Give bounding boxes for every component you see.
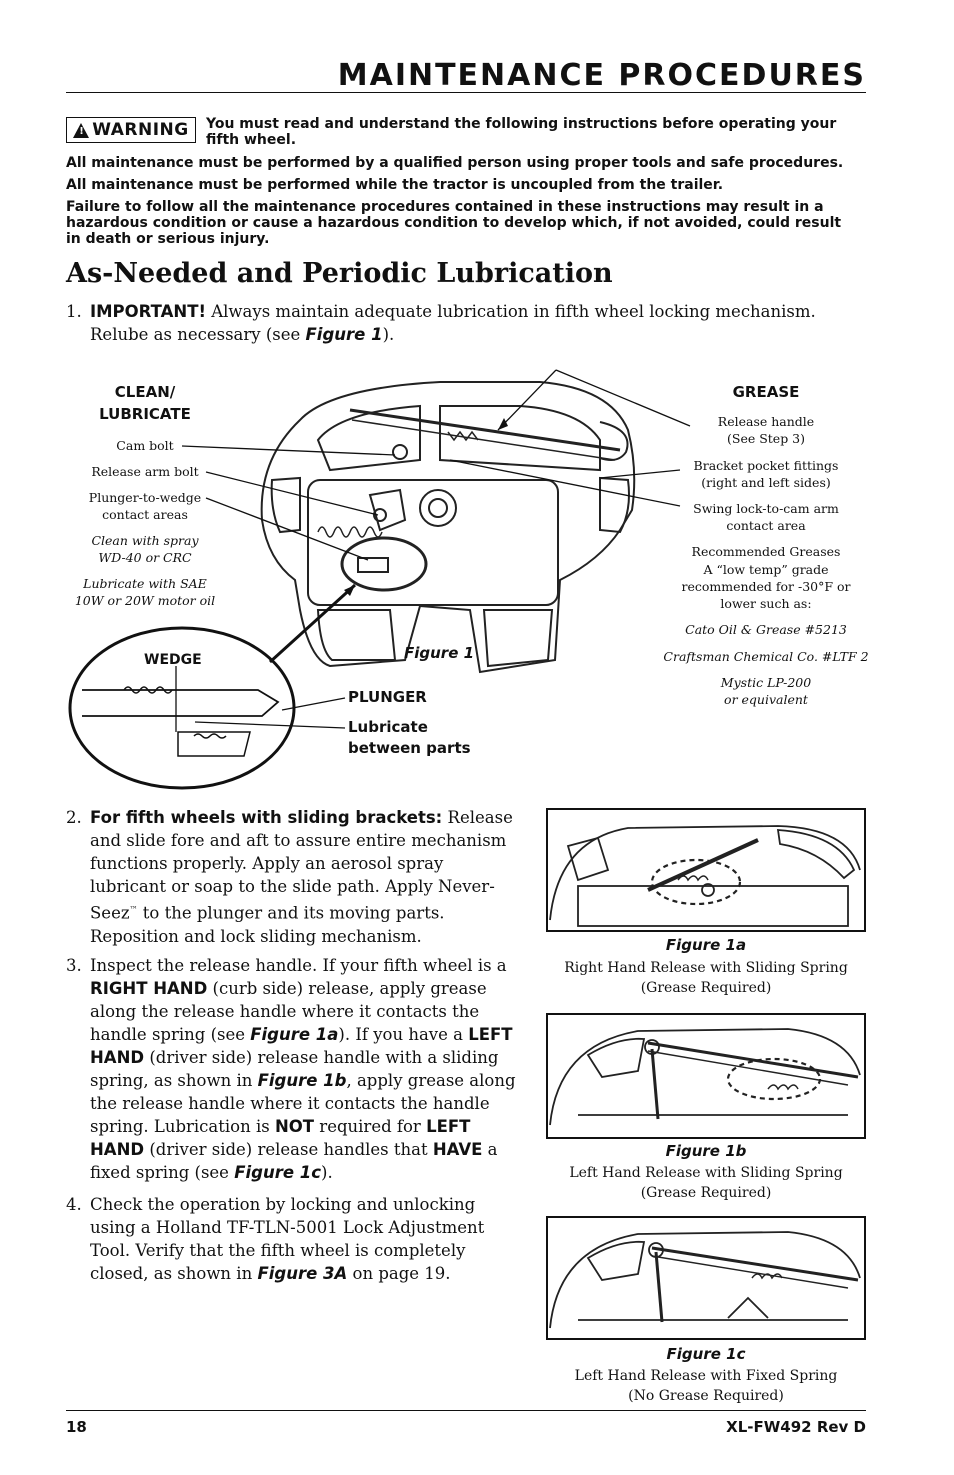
step-3-t9: ). (321, 1163, 333, 1182)
figure-1b-title: Figure 1b (665, 1142, 747, 1160)
step-3-b4: LEFT HAND (90, 1117, 471, 1159)
fig1-label-greases-2: A “low temp” grade (703, 562, 829, 577)
fig1-label-plunger: PLUNGER (348, 688, 427, 706)
fig1-label-bracket-1: Bracket pocket fittings (693, 458, 839, 473)
step-4-t2: on page 19. (347, 1264, 451, 1283)
fig1-label-cam-bolt: Cam bolt (116, 438, 174, 453)
figure-1b-image (546, 1013, 866, 1139)
fig1-label-clean-spray-2: WD-40 or CRC (98, 550, 192, 565)
fig1-label-release-handle-1: Release handle (717, 414, 815, 429)
warning-paragraph-2: All maintenance must be performed while the tractor is uncoupled from the trailer. (66, 177, 724, 193)
fig1-label-mystic-1: Mystic LP-200 (720, 675, 812, 690)
fig1-label-lube-between-2: between parts (348, 739, 471, 757)
step-1-body: Always maintain adequate lubrication in fifth wheel locking mechanism. Relube as necessary (see (90, 302, 816, 344)
figure-1a-line-2: (Grease Required) (640, 980, 772, 996)
figure-1b-line-2: (Grease Required) (640, 1185, 772, 1201)
warning-triangle-icon: ! (73, 123, 89, 138)
step-3-text (90, 954, 520, 1184)
warning-lead: You must read and understand the following instructions before operating your fifth wheel. (206, 116, 837, 148)
figure-1b-drawing (548, 1015, 864, 1137)
step-2-body-a: Release and slide fore and aft to assure entire mechanism functions properly. Apply an aerosol spray lubricant or soap to the slide path. Apply Never-Seez (90, 808, 513, 923)
fig1-label-wedge: WEDGE (144, 652, 202, 668)
page-number: 18 (66, 1418, 87, 1436)
step-2-heading: For fifth wheels with sliding brackets: (90, 808, 443, 827)
figure-1c-title: Figure 1c (666, 1345, 746, 1363)
step-1-tail: ). (382, 325, 395, 344)
fig1-label-mystic-2: or equivalent (724, 692, 808, 707)
fig1-label-release-handle-2: (See Step 3) (727, 431, 805, 446)
step-3-t5: , apply grease along the release handle where it contacts the handle spring. Lubrication is (90, 1071, 516, 1136)
step-3-t2: (curb side) release, apply grease along the release handle where it contacts the handle spring (see (90, 979, 487, 1044)
step-3-t6: required for (314, 1117, 427, 1136)
warning-paragraph-3: Failure to follow all the maintenance procedures contained in these instructions may result in a hazardous condition or cause a hazardous condition to develop which, if not avoided, could result in death or serious injury. (66, 199, 842, 247)
fig1-label-plunger-wedge-2: contact areas (102, 507, 188, 522)
step-4-f1: Figure 3A (257, 1264, 348, 1283)
step-4-number: 4. (66, 1195, 82, 1214)
footer-rule (66, 1410, 866, 1411)
step-3-number: 3. (66, 956, 82, 975)
step-1-important: IMPORTANT! (90, 302, 206, 321)
step-4-text (90, 1193, 520, 1285)
fig1-label-plunger-wedge-1: Plunger-to-wedge (88, 490, 202, 505)
fig1-label-clean-spray-1: Clean with spray (91, 533, 199, 548)
figure-1c-image (546, 1216, 866, 1340)
step-1-text (90, 300, 860, 346)
section-title: As-Needed and Periodic Lubrication (66, 258, 613, 289)
figure-1c-line-2: (No Grease Required) (628, 1388, 784, 1404)
fig1-label-lube-between-1: Lubricate (348, 718, 428, 736)
step-3-b5: HAVE (432, 1140, 483, 1159)
fig1-label-greases-1: Recommended Greases (691, 544, 841, 559)
figure-1b-line-1: Left Hand Release with Sliding Spring (569, 1165, 843, 1181)
figure-1c-line-1: Left Hand Release with Fixed Spring (574, 1368, 838, 1384)
fig1-label-greases-3: recommended for -30°F or (681, 579, 851, 594)
fig1-label-bracket-2: (right and left sides) (701, 475, 831, 490)
step-3-b3: NOT (274, 1117, 315, 1136)
warning-paragraph-1: All maintenance must be performed by a qualified person using proper tools and safe procedures. (66, 155, 844, 171)
step-2-tm: ™ (129, 905, 138, 914)
step-4-t1: Check the operation by locking and unlocking using a Holland TF-TLN-5001 Lock Adjustment Tool. Verify that the fifth wheel is completely closed, as shown in (90, 1195, 485, 1283)
step-2-text (90, 806, 520, 948)
figure-1a-drawing (548, 810, 864, 930)
step-1-number: 1. (66, 302, 82, 321)
step-3-f1: Figure 1a (250, 1025, 339, 1044)
fig1-left-heading-1: CLEAN/ (114, 383, 176, 401)
fig1-caption: Figure 1 (404, 644, 475, 662)
figure-1a-line-1: Right Hand Release with Sliding Spring (564, 960, 848, 976)
step-2-number: 2. (66, 808, 82, 827)
fig1-label-lube-oil-1: Lubricate with SAE (83, 576, 207, 591)
header-rule (66, 92, 866, 93)
step-3-b2: LEFT HAND (90, 1025, 513, 1067)
fig1-label-grease-brand-2: Craftsman Chemical Co. #LTF 2 (663, 649, 869, 664)
fig1-label-swing-2: contact area (726, 518, 806, 533)
fig1-right-heading: GREASE (732, 383, 800, 401)
step-3-t8: a fixed spring (see (90, 1140, 498, 1182)
fig1-label-greases-4: lower such as: (720, 596, 812, 611)
step-3-t3: ). If you have a (338, 1025, 469, 1044)
step-3-f2: Figure 1b (257, 1071, 347, 1090)
figure-1c-drawing (548, 1218, 864, 1338)
warning-badge (66, 117, 196, 143)
step-3-f3: Figure 1c (234, 1163, 322, 1182)
warning-badge-label: WARNING (92, 120, 189, 140)
fig1-label-lube-oil-2: 10W or 20W motor oil (74, 593, 216, 608)
step-3-t1: Inspect the release handle. If your fifth wheel is a (90, 956, 507, 975)
fig1-left-heading-2: LUBRICATE (99, 405, 191, 423)
step-1-figref: Figure 1 (305, 325, 383, 344)
step-2-body-b: to the plunger and its moving parts. Reposition and lock sliding mechanism. (90, 903, 445, 946)
document-id: XL-FW492 Rev D (726, 1418, 866, 1436)
page-title: MAINTENANCE PROCEDURES (337, 58, 866, 93)
step-3-b1: RIGHT HAND (90, 979, 208, 998)
fig1-label-release-arm-bolt: Release arm bolt (91, 464, 199, 479)
figure-1a-title: Figure 1a (665, 936, 747, 954)
step-3-t7: (driver side) release handles that (144, 1140, 433, 1159)
fig1-label-grease-brand-1: Cato Oil & Grease #5213 (685, 622, 847, 637)
fig1-label-swing-1: Swing lock-to-cam arm (693, 501, 839, 516)
step-3-t4: (driver side) release handle with a sliding spring, as shown in (90, 1048, 499, 1090)
figure-1a-image (546, 808, 866, 932)
